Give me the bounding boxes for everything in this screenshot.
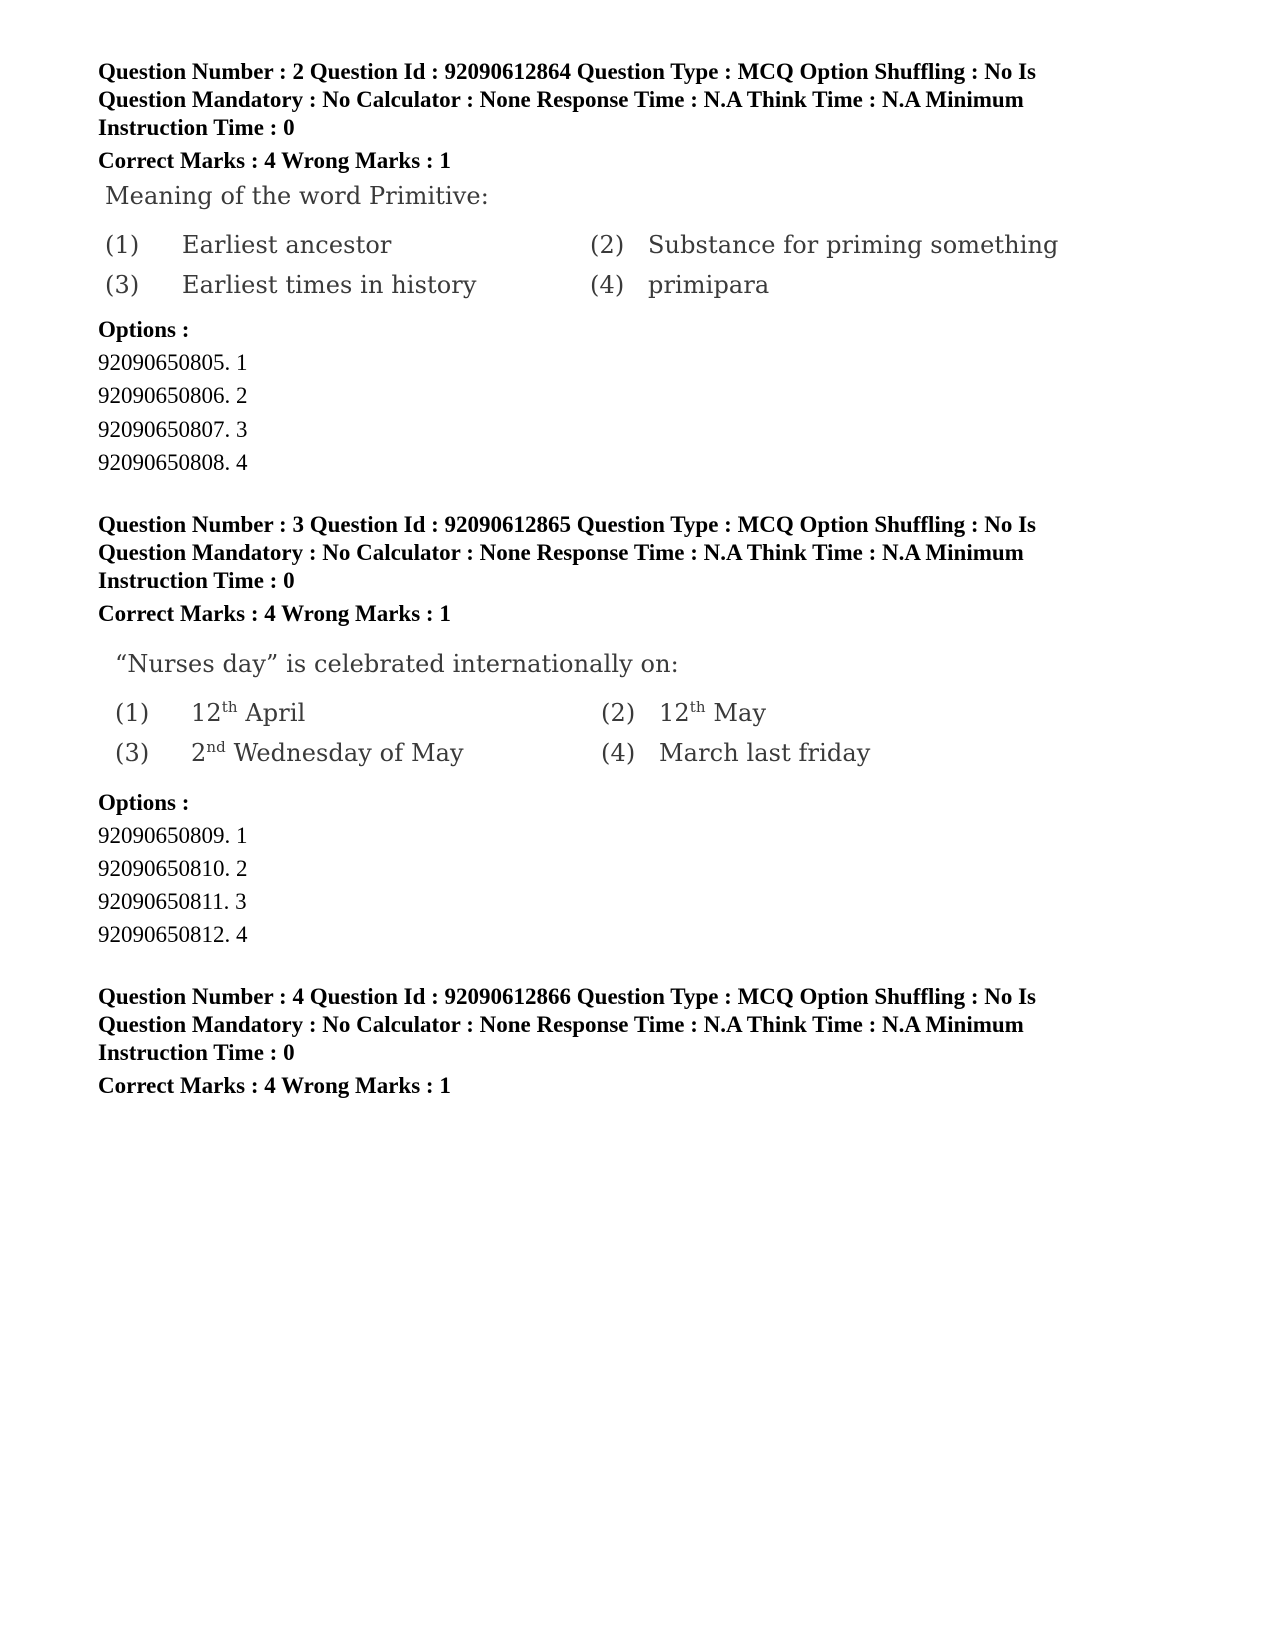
- choice-text-rest: May: [705, 699, 767, 727]
- choice-text-main: 12: [191, 699, 222, 727]
- question-marks: Correct Marks : 4 Wrong Marks : 1: [98, 601, 451, 626]
- question-marks: Correct Marks : 4 Wrong Marks : 1: [98, 1073, 451, 1098]
- option-item: 92090650808. 4: [98, 450, 248, 475]
- question-meta-line: Question Mandatory : No Calculator : None Response Time : N.A Think Time : N.A Minimum: [98, 1012, 1024, 1037]
- question-meta-line: Question Mandatory : No Calculator : None Response Time : N.A Think Time : N.A Minimum: [98, 87, 1024, 112]
- question-meta-line: Question Mandatory : No Calculator : None Response Time : N.A Think Time : N.A Minimum: [98, 540, 1024, 565]
- choice-number: (4): [590, 271, 625, 299]
- options-label: Options :: [98, 317, 190, 342]
- option-item: 92090650807. 3: [98, 417, 248, 442]
- choice-text-rest: April: [237, 699, 306, 727]
- question-meta-line: Instruction Time : 0: [98, 1040, 295, 1065]
- choice-text-main: March last friday: [659, 739, 871, 767]
- choice-number: (1): [105, 231, 140, 259]
- choice-number: (4): [601, 739, 636, 767]
- question-meta-line: Question Number : 2 Question Id : 92090612864 Question Type : MCQ Option Shuffling : No Is: [98, 59, 1037, 84]
- question-stem: Meaning of the word Primitive:: [105, 182, 489, 210]
- choice-text-main: 2: [191, 739, 207, 767]
- choice-text: Earliest ancestor: [182, 231, 392, 259]
- choice-text-main: 12: [659, 699, 690, 727]
- choice-number: (1): [115, 699, 150, 727]
- question-meta-line: Instruction Time : 0: [98, 568, 295, 593]
- choice-number: (3): [115, 739, 150, 767]
- ordinal-suffix: th: [689, 698, 706, 716]
- question-image: [105, 182, 1065, 312]
- option-item: 92090650810. 2: [98, 856, 248, 881]
- choice-text: Substance for priming something: [648, 231, 1059, 259]
- choice-text: [191, 699, 305, 727]
- ordinal-suffix: th: [221, 698, 238, 716]
- choice-number: (2): [601, 699, 636, 727]
- choice-number: (3): [105, 271, 140, 299]
- question-meta: [98, 511, 1178, 595]
- question-marks: Correct Marks : 4 Wrong Marks : 1: [98, 148, 451, 173]
- question-stem: “Nurses day” is celebrated internationally on:: [115, 650, 679, 678]
- choice-text: Earliest times in history: [182, 271, 477, 299]
- option-item: 92090650811. 3: [98, 889, 247, 914]
- option-item: 92090650805. 1: [98, 350, 248, 375]
- ordinal-suffix: nd: [206, 738, 226, 756]
- choice-text: [659, 699, 766, 727]
- choice-number: (2): [590, 231, 625, 259]
- choice-text: [659, 739, 870, 767]
- option-item: 92090650806. 2: [98, 383, 248, 408]
- choice-text-rest: Wednesday of May: [225, 739, 464, 767]
- choice-text: [191, 739, 464, 767]
- choice-text: primipara: [648, 271, 770, 299]
- question-meta-line: Question Number : 3 Question Id : 92090612865 Question Type : MCQ Option Shuffling : No Is: [98, 512, 1037, 537]
- question-image: [115, 650, 1075, 780]
- option-item: 92090650812. 4: [98, 922, 248, 947]
- option-item: 92090650809. 1: [98, 823, 248, 848]
- question-meta-line: Question Number : 4 Question Id : 92090612866 Question Type : MCQ Option Shuffling : No Is: [98, 984, 1037, 1009]
- options-label: Options :: [98, 790, 190, 815]
- question-meta-line: Instruction Time : 0: [98, 115, 295, 140]
- question-meta: [98, 58, 1178, 142]
- question-meta: [98, 983, 1178, 1067]
